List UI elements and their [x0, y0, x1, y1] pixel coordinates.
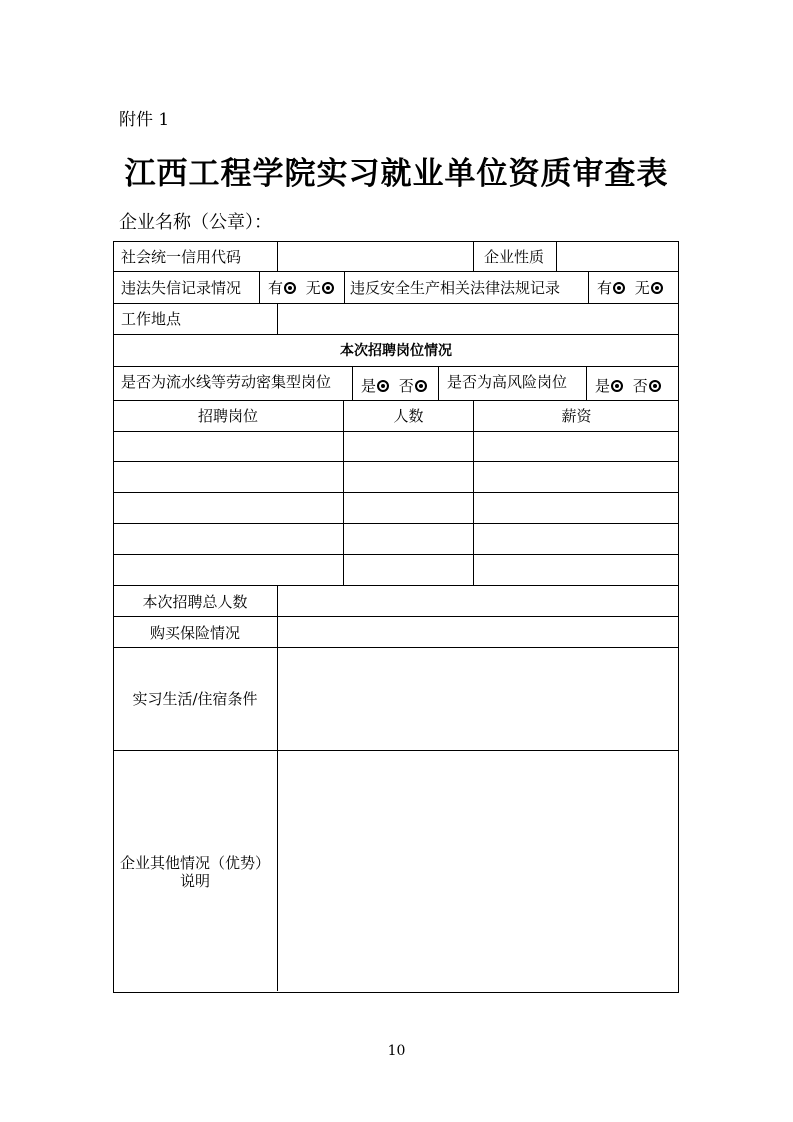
row-divider [113, 616, 679, 617]
section-header: 本次招聘岗位情况 [340, 343, 452, 359]
living-conditions-label: 实习生活/住宿条件 [132, 690, 258, 708]
row-divider [113, 334, 679, 335]
credit-code-field[interactable] [283, 246, 469, 266]
risk-no-radio[interactable] [649, 380, 661, 392]
col-divider [473, 400, 474, 586]
col-divider [277, 585, 278, 991]
table-row-4-count[interactable] [345, 525, 471, 552]
living-conditions-field[interactable] [283, 653, 673, 745]
risk-yes-radio[interactable] [611, 380, 623, 392]
work-location-field[interactable] [283, 308, 673, 328]
company-nature-field[interactable] [561, 246, 673, 266]
col-divider [343, 400, 344, 586]
table-row-2-count[interactable] [345, 463, 471, 490]
row-divider [113, 554, 679, 555]
safety-options [597, 279, 668, 297]
table-row-3-position[interactable] [115, 494, 341, 521]
labor-intensive-label: 是否为流水线等劳动密集型岗位 [121, 373, 332, 391]
table-row-3-salary[interactable] [475, 494, 675, 521]
insurance-label: 购买保险情况 [149, 624, 240, 642]
table-row-1-position[interactable] [115, 433, 341, 459]
row-divider [113, 492, 679, 493]
option-yes-label: 是 [361, 377, 377, 395]
table-row-2-position[interactable] [115, 463, 341, 490]
table-row-1-salary[interactable] [475, 433, 675, 459]
table-row-2-salary[interactable] [475, 463, 675, 490]
row-divider [113, 303, 679, 304]
col-divider [438, 366, 439, 400]
credit-code-label: 社会统一信用代码 [121, 248, 242, 266]
col-divider [586, 366, 587, 400]
other-info-label [113, 854, 277, 890]
violation-no-radio[interactable] [322, 282, 334, 294]
form-title: 江西工程学院实习就业单位资质审查表 [124, 156, 669, 192]
col-divider [352, 366, 353, 400]
high-risk-label: 是否为高风险岗位 [447, 373, 568, 391]
option-no-label: 无 [305, 279, 321, 297]
work-location-label: 工作地点 [121, 310, 182, 328]
table-row-5-count[interactable] [345, 556, 471, 583]
col-divider [473, 241, 474, 272]
violation-yes-radio[interactable] [284, 282, 296, 294]
row-divider [113, 750, 679, 751]
labor-options [361, 377, 432, 395]
col-divider [259, 271, 260, 303]
total-recruits-label: 本次招聘总人数 [142, 593, 248, 611]
risk-options [595, 377, 666, 395]
table-row-1-count[interactable] [345, 433, 471, 459]
table-row-5-salary[interactable] [475, 556, 675, 583]
option-yes-label: 是 [595, 377, 611, 395]
row-divider [113, 431, 679, 432]
table-row-5-position[interactable] [115, 556, 341, 583]
other-info-field[interactable] [283, 756, 673, 986]
col-divider [588, 271, 589, 303]
row-divider [113, 523, 679, 524]
safety-violation-label: 违反安全生产相关法律法规记录 [350, 279, 561, 297]
col-divider [277, 303, 278, 334]
row-divider [113, 400, 679, 401]
salary-column-header: 薪资 [561, 407, 592, 425]
labor-no-radio[interactable] [415, 380, 427, 392]
page-number: 10 [387, 1043, 406, 1059]
qualification-form-table [113, 241, 679, 993]
row-divider [113, 461, 679, 462]
attachment-label: 附件 1 [119, 110, 170, 130]
total-recruits-field[interactable] [283, 589, 673, 613]
row-divider [113, 585, 679, 586]
other-info-label-line2: 说明 [179, 872, 210, 890]
insurance-field[interactable] [283, 620, 673, 644]
violation-record-label: 违法失信记录情况 [121, 279, 242, 297]
violation-options [268, 279, 339, 297]
table-row-4-salary[interactable] [475, 525, 675, 552]
option-yes-label: 有 [268, 279, 284, 297]
option-no-label: 否 [398, 377, 414, 395]
table-row-4-position[interactable] [115, 525, 341, 552]
row-divider [113, 366, 679, 367]
company-nature-label: 企业性质 [484, 248, 545, 266]
option-yes-label: 有 [597, 279, 613, 297]
row-divider [113, 271, 679, 272]
row-divider [113, 647, 679, 648]
col-divider [556, 241, 557, 272]
position-column-header: 招聘岗位 [197, 407, 258, 425]
col-divider [277, 241, 278, 272]
option-no-label: 否 [632, 377, 648, 395]
count-column-header: 人数 [393, 407, 424, 425]
labor-yes-radio[interactable] [377, 380, 389, 392]
safety-no-radio[interactable] [651, 282, 663, 294]
option-no-label: 无 [634, 279, 650, 297]
other-info-label-line1: 企业其他情况（优势） [119, 854, 270, 872]
company-name-label: 企业名称（公章）： [119, 212, 272, 233]
safety-yes-radio[interactable] [613, 282, 625, 294]
col-divider [344, 271, 345, 303]
table-row-3-count[interactable] [345, 494, 471, 521]
